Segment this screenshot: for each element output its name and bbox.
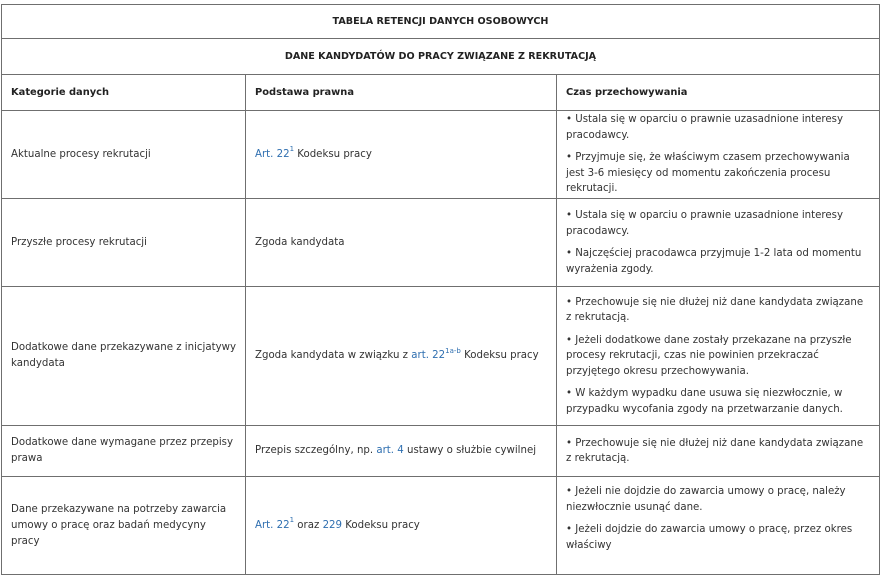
- table-title: TABELA RETENCJI DANYCH OSOBOWYCH: [2, 5, 880, 39]
- legal-text: Zgoda kandydata: [255, 236, 345, 248]
- retention-bullet: • Jeżeli dodatkowe dane zostały przekazane na przyszłe procesy rekrutacji, czas nie powinien przekraczać przyjętego okresu przechowywania.: [566, 334, 852, 377]
- retention-bullet: • Ustala się w oparciu o prawnie uzasadnione interesy pracodawcy.: [566, 114, 843, 141]
- row-retention: [557, 111, 880, 199]
- row-legal-basis: [246, 477, 557, 575]
- law-link-superscript[interactable]: 1a-b: [445, 346, 461, 355]
- legal-text: ustawy o służbie cywilnej: [403, 445, 537, 456]
- law-link-superscript[interactable]: 1: [289, 516, 295, 525]
- row-legal-basis: [246, 199, 557, 287]
- table-row: [2, 477, 880, 575]
- table-title-row: [2, 5, 880, 39]
- retention-bullet: • Najczęściej pracodawca przyjmuje 1-2 lata od momentu wyrażenia zgody.: [566, 248, 862, 275]
- retention-bullet: • Przyjmuje się, że właściwym czasem przechowywania jest 3-6 miesięcy od momentu zakończenia procesu rekrutacji.: [566, 152, 850, 195]
- retention-bullet: • Ustala się w oparciu o prawnie uzasadnione interesy pracodawcy.: [566, 210, 843, 237]
- row-category: Dodatkowe dane wymagane przez przepisy prawa: [2, 426, 246, 477]
- retention-bullet: • Jeżeli nie dojdzie do zawarcia umowy o pracę, należy niezwłocznie usunąć dane.: [566, 486, 846, 513]
- row-legal-basis: [246, 111, 557, 199]
- row-retention: [557, 287, 880, 426]
- legal-text: oraz: [294, 519, 323, 531]
- law-link-superscript[interactable]: 1: [289, 145, 295, 154]
- law-link[interactable]: Art. 22: [255, 519, 290, 531]
- header-category: Kategorie danych: [2, 75, 246, 111]
- table-row: [2, 111, 880, 199]
- header-retention-time: Czas przechowywania: [557, 75, 880, 111]
- row-category: Dane przekazywane na potrzeby zawarcia umowy o pracę oraz badań medycyny pracy: [2, 477, 246, 575]
- header-legal-basis: Podstawa prawna: [246, 75, 557, 111]
- row-category: Aktualne procesy rekrutacji: [2, 111, 246, 199]
- row-retention: [557, 199, 880, 287]
- table-header-row: [2, 75, 880, 111]
- row-category: Przyszłe procesy rekrutacji: [2, 199, 246, 287]
- retention-bullet: • W każdym wypadku dane usuwa się niezwłocznie, w przypadku wycofania zgody na przetwarzanie danych.: [566, 388, 843, 415]
- row-category: Dodatkowe dane przekazywane z inicjatywy kandydata: [2, 287, 246, 426]
- law-link[interactable]: Art. 22: [255, 148, 290, 160]
- law-link[interactable]: art. 4: [376, 445, 404, 456]
- row-legal-basis: [246, 426, 557, 477]
- legal-text: Kodeksu pracy: [460, 350, 539, 361]
- legal-text: Przepis szczególny, np.: [255, 445, 377, 456]
- row-retention: [557, 426, 880, 477]
- legal-text: Kodeksu pracy: [342, 519, 420, 531]
- retention-bullet: • Przechowuje się nie dłużej niż dane kandydata związane z rekrutacją.: [566, 437, 864, 464]
- law-link[interactable]: 229: [322, 519, 343, 531]
- retention-bullet: • Jeżeli dojdzie do zawarcia umowy o pracę, przez okres właściwy: [566, 524, 853, 551]
- legal-text: Kodeksu pracy: [294, 148, 372, 160]
- law-link[interactable]: art. 22: [411, 350, 446, 361]
- table-row: [2, 199, 880, 287]
- table-row: [2, 426, 880, 477]
- table-subtitle: DANE KANDYDATÓW DO PRACY ZWIĄZANE Z REKRUTACJĄ: [2, 39, 880, 75]
- retention-table: [1, 4, 880, 575]
- table-subtitle-row: [2, 39, 880, 75]
- table-row: [2, 287, 880, 426]
- legal-text: Zgoda kandydata w związku z: [255, 350, 412, 361]
- retention-bullet: • Przechowuje się nie dłużej niż dane kandydata związane z rekrutacją.: [566, 296, 864, 324]
- row-legal-basis: [246, 287, 557, 426]
- row-retention: [557, 477, 880, 575]
